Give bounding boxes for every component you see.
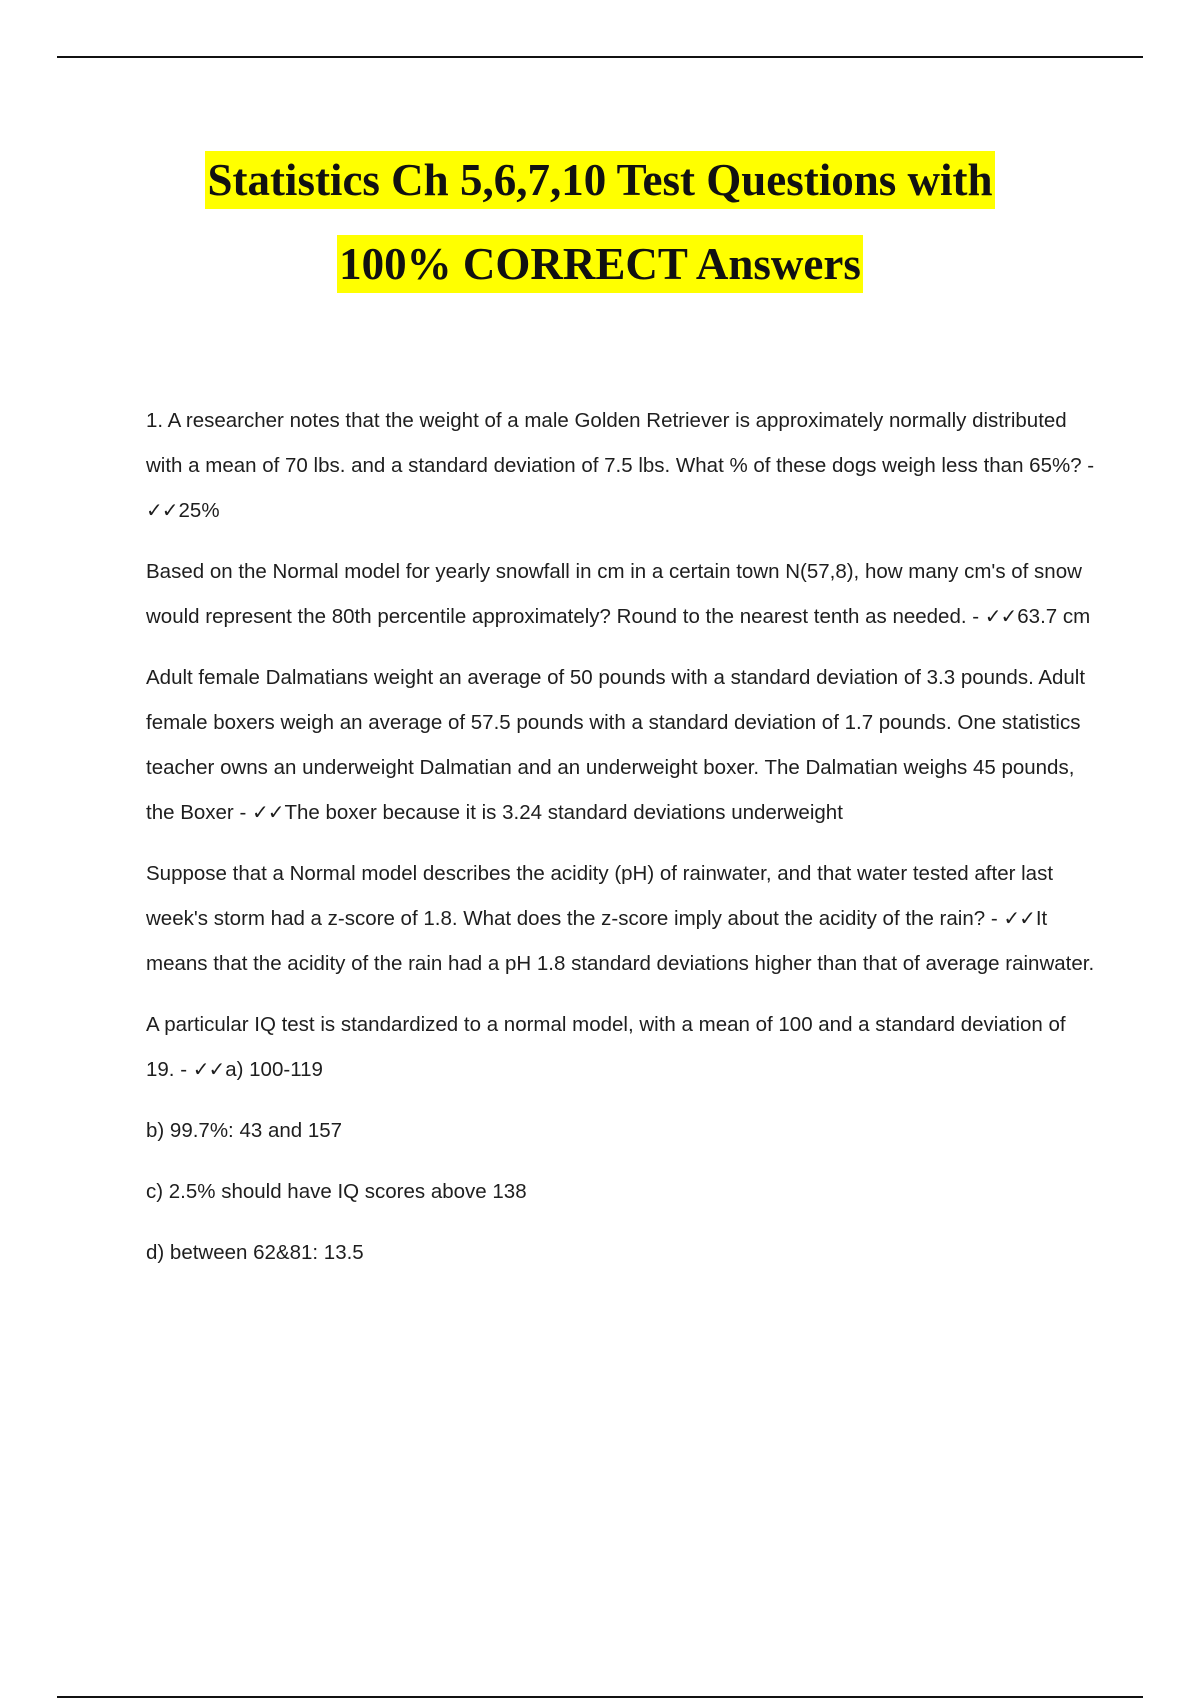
question-item: [146, 655, 1096, 835]
check-icon: ✓✓: [984, 604, 1017, 628]
footer-rule: [57, 1696, 1143, 1698]
document-title: [0, 138, 1200, 306]
question-text: Suppose that a Normal model describes the acidity (pH) of rainwater, and that water tested after last week's storm had a z-score of 1.8. What does the z-score imply about the acidity of the rain? -: [146, 862, 1054, 930]
check-icon: ✓✓: [146, 498, 178, 522]
question-text: Adult female Dalmatians weight an average of 50 pounds with a standard deviation of 3.3 pounds. Adult female boxers weigh an average of 57.5 pounds with a standard deviation of 1.7 pounds. One statistics teacher owns an underweight Dalmatian and an underweight boxer. The Dalmatian weighs 45 pounds, the Boxer -: [146, 666, 1086, 824]
answer-text: It means that the acidity of the rain had a pH 1.8 standard deviations higher than that of average rainwater.: [146, 907, 1095, 975]
answer-text: 25%: [178, 499, 220, 522]
title-line-1: Statistics Ch 5,6,7,10 Test Questions with: [205, 151, 994, 209]
question-item: [146, 1002, 1096, 1092]
answer-text: a) 100-119: [225, 1058, 323, 1081]
question-item: [146, 851, 1096, 986]
question-list: [146, 398, 1096, 1291]
question-item: [146, 549, 1096, 639]
sub-answer-b: b) 99.7%: 43 and 157: [146, 1119, 343, 1142]
question-text: Based on the Normal model for yearly snowfall in cm in a certain town N(57,8), how many cm's of snow would represent the 80th percentile approximately? Round to the nearest tenth as needed. -: [146, 560, 1082, 628]
check-icon: ✓✓: [251, 800, 284, 824]
header-rule: [57, 56, 1143, 58]
sub-answer-d: d) between 62&81: 13.5: [146, 1241, 364, 1264]
answer-text: 63.7 cm: [1017, 605, 1091, 628]
sub-answer-c: c) 2.5% should have IQ scores above 138: [146, 1180, 527, 1203]
check-icon: ✓✓: [192, 1057, 225, 1081]
question-text: A particular IQ test is standardized to a normal model, with a mean of 100 and a standard deviation of 19. -: [146, 1013, 1066, 1081]
check-icon: ✓✓: [1003, 906, 1035, 930]
question-item: [146, 398, 1096, 533]
question-text: 1. A researcher notes that the weight of a male Golden Retriever is approximately normally distributed with a mean of 70 lbs. and a standard deviation of 7.5 lbs. What % of these dogs weigh less than 65%? -: [146, 409, 1095, 477]
title-line-2: 100% CORRECT Answers: [337, 235, 863, 293]
answer-text: The boxer because it is 3.24 standard deviations underweight: [284, 801, 843, 824]
